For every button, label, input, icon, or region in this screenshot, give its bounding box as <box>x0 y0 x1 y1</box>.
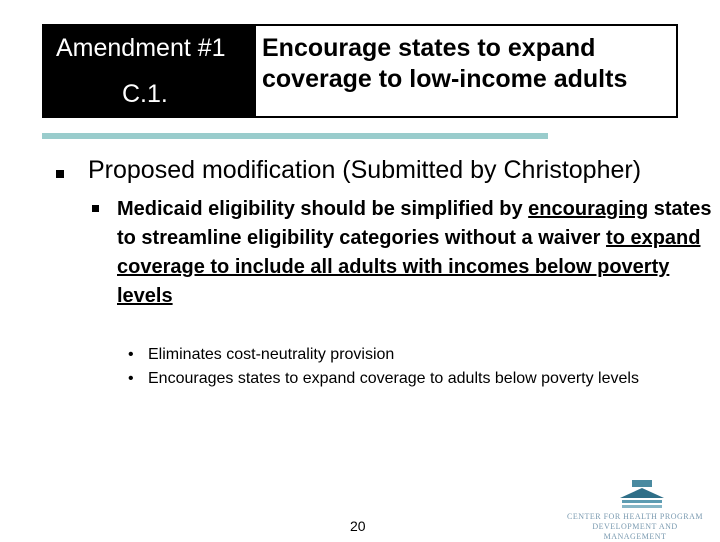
sub-bullet-item <box>128 367 718 391</box>
logo-text-line1: CENTER FOR HEALTH PROGRAM <box>567 512 703 521</box>
sub-bullet-text: Encourages states to expand coverage to adults below poverty levels <box>148 370 639 387</box>
dot-bullet-icon: • <box>128 346 134 363</box>
accent-divider <box>42 133 548 139</box>
bullet-text-part: Medicaid eligibility should be simplified by <box>117 198 529 220</box>
slide-title-line2: coverage to low-income adults <box>262 65 628 93</box>
bullet-medicaid-eligibility <box>117 195 717 311</box>
dot-bullet-icon: • <box>128 370 134 387</box>
underlined-text: encouraging <box>528 198 649 220</box>
underlined-text: to expand coverage to include all adults with incomes below poverty levels <box>117 227 701 307</box>
logo-text <box>560 512 710 542</box>
square-bullet-icon <box>92 205 99 212</box>
bullet-proposed-modification: Proposed modification (Submitted by Christopher) <box>88 156 642 184</box>
sub-bullet-list <box>128 343 718 391</box>
title-box <box>42 24 678 118</box>
bullet-text-part: states to streamline eligibility categories without a waiver <box>117 198 712 249</box>
building-logo-icon <box>560 478 710 512</box>
amendment-label: Amendment #1 <box>56 34 226 62</box>
sub-bullet-text: Eliminates cost-neutrality provision <box>148 346 395 363</box>
sub-bullet-item <box>128 343 718 367</box>
section-code: C.1. <box>122 80 168 108</box>
organization-logo <box>560 478 710 541</box>
logo-text-line2: DEVELOPMENT AND MANAGEMENT <box>592 522 678 541</box>
page-number: 20 <box>350 518 366 534</box>
slide-title-line1: Encourage states to expand <box>262 34 596 62</box>
title-label-panel <box>44 26 256 116</box>
slide-title <box>262 33 674 95</box>
square-bullet-icon <box>56 170 64 178</box>
